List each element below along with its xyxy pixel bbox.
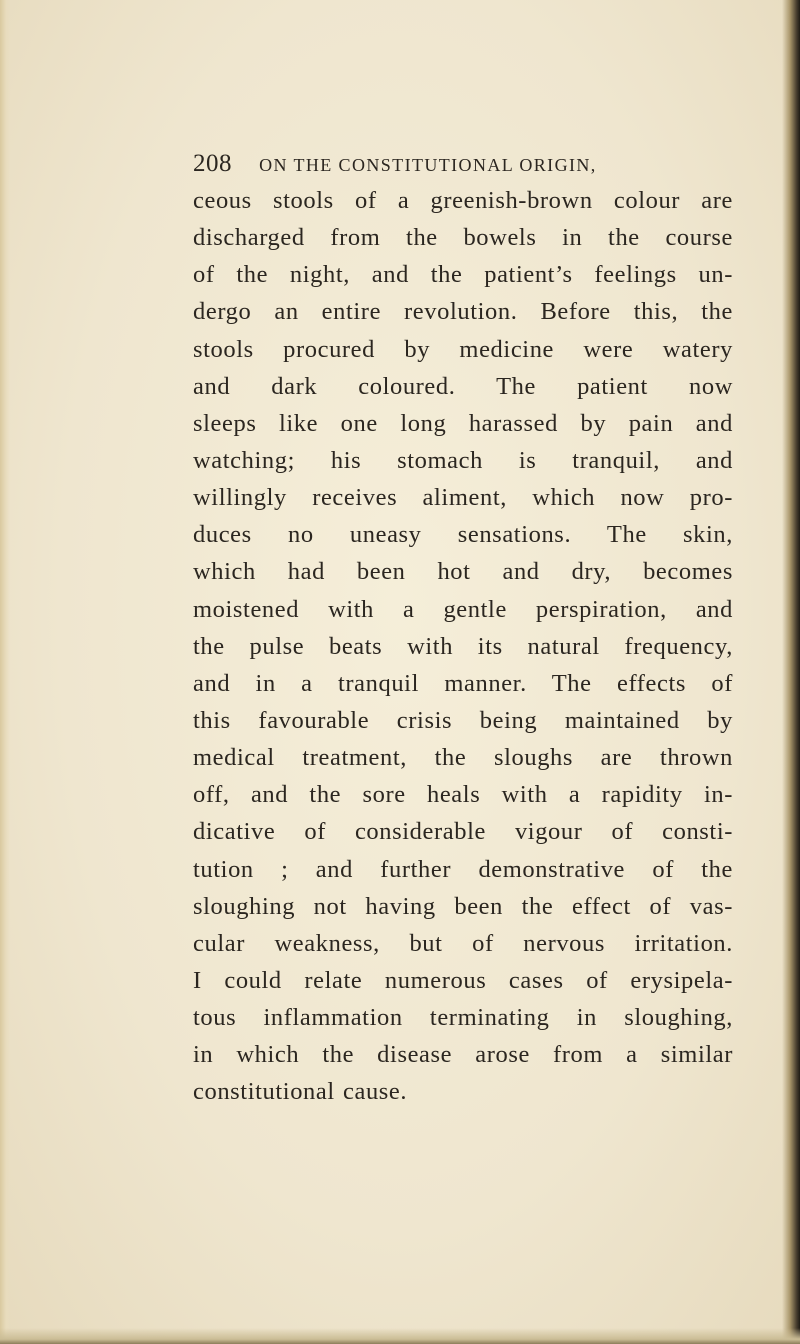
running-title: ON THE CONSTITUTIONAL ORIGIN, [259,155,597,175]
running-head [193,150,713,184]
text-line: the pulse beats with its natural frequency, [193,632,733,660]
text-line: cular weakness, but of nervous irritation. [193,929,733,957]
text-line: medical treatment, the sloughs are thrown [193,744,733,772]
text-line: dicative of considerable vigour of consti- [193,818,733,846]
text-line: and in a tranquil manner. The effects of [193,669,733,697]
text-line: discharged from the bowels in the course [193,224,733,252]
text-line: watching; his stomach is tranquil, and [193,446,733,474]
text-line: and dark coloured. The patient now [193,372,733,400]
text-line: I could relate numerous cases of erysipela- [193,966,733,994]
text-line: moistened with a gentle perspiration, and [193,595,733,623]
text-line: off, and the sore heals with a rapidity in- [193,781,733,809]
text-line: ceous stools of a greenish-brown colour are [193,187,733,214]
body-text [193,182,733,1111]
page-number: 208 [193,150,232,177]
text-line: duces no uneasy sensations. The skin, [193,521,733,549]
text-line: of the night, and the patient’s feelings un- [193,261,733,289]
text-line: sloughing not having been the effect of vas- [193,892,733,920]
text-line: willingly receives aliment, which now pro- [193,484,733,512]
text-line: tution ; and further demonstrative of the [193,855,733,883]
text-line: which had been hot and dry, becomes [193,558,733,586]
text-line-last: constitutional cause. [193,1078,408,1106]
text-line: tous inflammation terminating in sloughing, [193,1004,733,1032]
text-line: stools procured by medicine were watery [193,335,733,363]
page-right-edge [782,0,800,1344]
page-left-edge [0,0,10,1344]
text-line: dergo an entire revolution. Before this, the [193,298,733,326]
text-line: this favourable crisis being maintained by [193,706,733,734]
text-line: sleeps like one long harassed by pain and [193,409,733,437]
text-line: in which the disease arose from a similar [193,1041,733,1069]
page-bottom-edge [0,1328,800,1344]
